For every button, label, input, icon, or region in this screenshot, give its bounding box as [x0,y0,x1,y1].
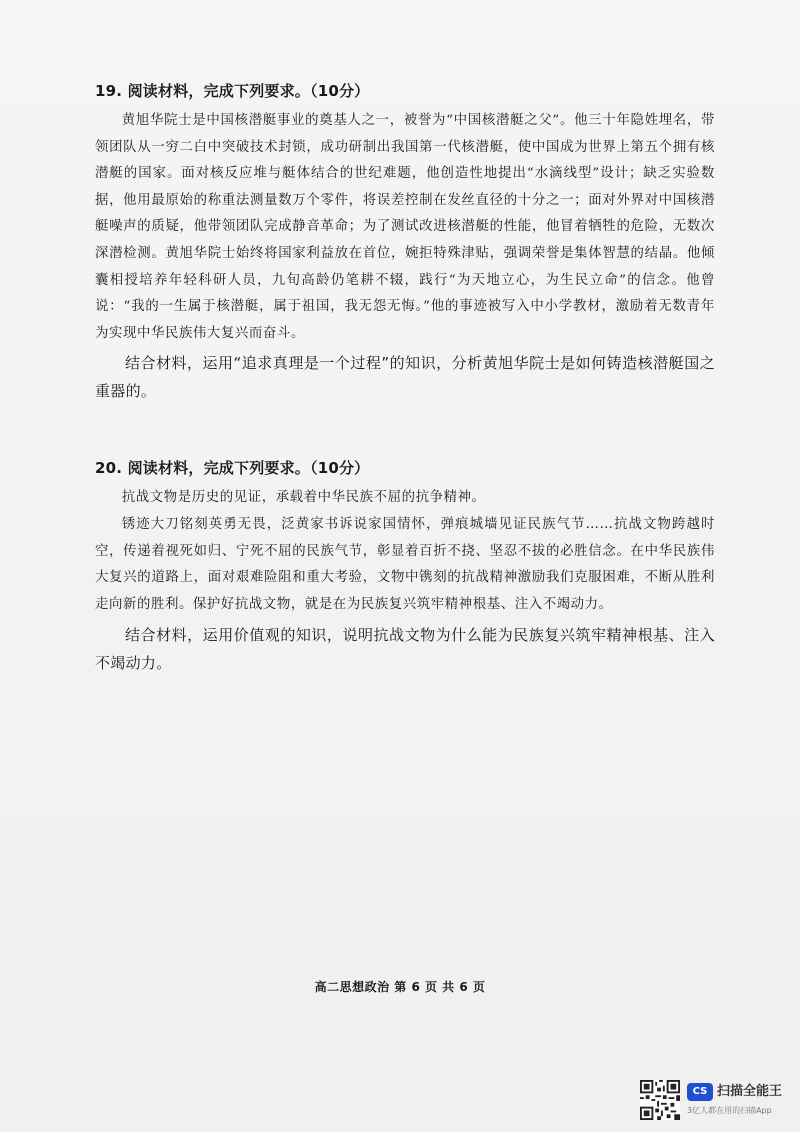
scanner-logo: CS [687,1083,713,1101]
question-20-material-body: 锈迹大刀铭刻英勇无畏，泛黄家书诉说家国情怀，弹痕城墙见证民族气节……抗战文物跨越时空，传递着视死如归、宁死不屈的民族气节，彰显着百折不挠、坚忍不拔的必胜信念。在中华民族伟大复兴的道路上，面对艰难险阻和重大考验，文物中镌刻的抗战精神激励我们克服困难，不断从胜利走向新的胜利。保护好抗战文物，就是在为民族复兴筑牢精神根基、注入不竭动力。 [95,516,715,613]
qr-code-icon [640,1080,680,1120]
question-19-heading: 19. 阅读材料，完成下列要求。（10分） [95,82,370,100]
question-19 [95,80,715,405]
page-footer: 高二思想政治 第 6 页 共 6 页 [314,980,486,994]
scanner-tagline: 3亿人都在用的扫描App [687,1106,772,1115]
question-19-prompt: 结合材料，运用“追求真理是一个过程”的知识，分析黄旭华院士是如何铸造核潜艇国之重器的。 [95,354,715,401]
question-20-prompt: 结合材料，运用价值观的知识，说明抗战文物为什么能为民族复兴筑牢精神根基、注入不竭动力。 [95,625,715,672]
question-20 [95,457,715,677]
scanner-watermark [640,1080,790,1122]
question-20-material-intro: 抗战文物是历史的见证，承载着中华民族不屈的抗争精神。 [121,490,486,505]
question-20-heading: 20. 阅读材料，完成下列要求。（10分） [95,459,370,477]
question-19-material: 黄旭华院士是中国核潜艇事业的奠基人之一，被誉为“中国核潜艇之父”。他三十年隐姓埋名，带领团队从一穷二白中突破技术封锁，成功研制出我国第一代核潜艇，使中国成为世界上第五个拥有核潜艇的国家。面对核反应堆与艇体结合的世纪难题，他创造性地提出“水滴线型”设计；缺乏实验数据，他用最原始的称重法测量数万个零件，将误差控制在发丝直径的十分之一；面对外界对中国核潜艇噪声的质疑，他带领团队完成静音革命；为了测试改进核潜艇的性能，他冒着牺牲的危险，无数次深潜检测。黄旭华院士始终将国家利益放在首位，婉拒特殊津贴，强调荣誉是集体智慧的结晶。他倾囊相授培养年轻科研人员，九旬高龄仍笔耕不辍，践行“为天地立心，为生民立命”的信念。他曾说：“我的一生属于核潜艇，属于祖国，我无怨无悔。”他的事迹被写入中小学教材，激励着无数青年为实现中华民族伟大复兴而奋斗。 [95,113,715,341]
scanner-app-name: 扫描全能王 [717,1084,783,1099]
